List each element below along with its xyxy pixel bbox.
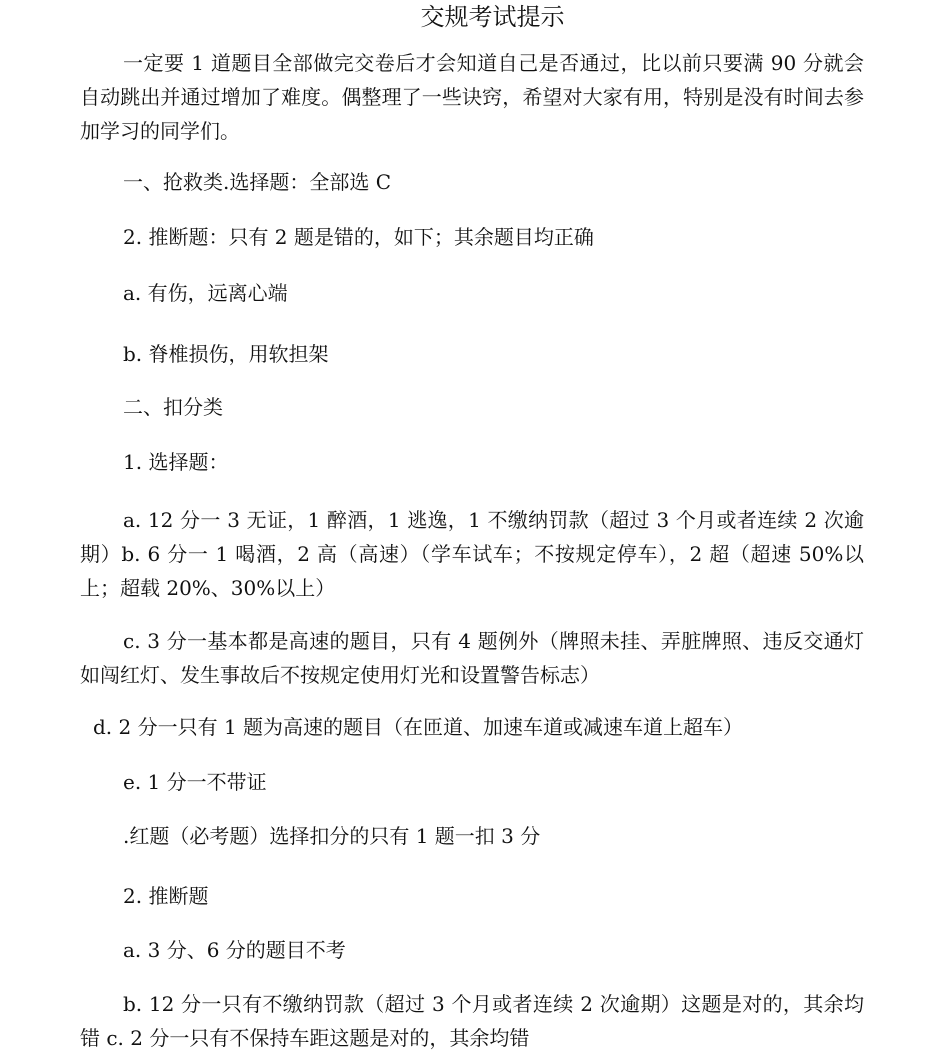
rescue-item-a: a. 有伤，远离心端 (123, 281, 288, 305)
red-question-note: .红题（必考题）选择扣分的只有 1 题一扣 3 分 (123, 824, 541, 848)
deduction-d-line: d. 2 分一只有 1 题为高速的题目（在匝道、加速车道或减速车道上超车） (93, 715, 744, 739)
section-heading-rescue: 一、抢救类.选择题：全部选 C (123, 170, 392, 194)
section-heading-deduction: 二、扣分类 (123, 395, 223, 419)
deduction-judgment-a: a. 3 分、6 分的题目不考 (123, 938, 346, 962)
deduction-a-b-paragraph: a. 12 分一 3 无证，1 醉酒，1 逃逸，1 不缴纳罚款（超过 3 个月或者连续 2 次逾期）b. 6 分一 1 喝酒，2 高（高速）（学车试车；不按规定停车），2 超（超速 50%以上；超载 20%、30%以上） (80, 508, 864, 600)
deduction-e-line: e. 1 分一不带证 (123, 770, 267, 794)
deduction-c-paragraph: c. 3 分一基本都是高速的题目，只有 4 题例外（牌照未挂、弄脏牌照、违反交通灯如闯红灯、发生事故后不按规定使用灯光和设置警告标志） (80, 629, 864, 687)
rescue-judgment-item: 2. 推断题：只有 2 题是错的，如下；其余题目均正确 (123, 225, 594, 249)
deduction-judgment-b-c-paragraph: b. 12 分一只有不缴纳罚款（超过 3 个月或者连续 2 次逾期）这题是对的，其余均错 c. 2 分一只有不保持车距这题是对的，其余均错 (80, 992, 864, 1050)
intro-paragraph: 一定要 1 道题目全部做完交卷后才会知道自己是否通过，比以前只要满 90 分就会自动跳出并通过增加了难度。偶整理了一些诀窍，希望对大家有用，特别是没有时间去参加学习的同学们。 (80, 51, 864, 143)
rescue-item-b: b. 脊椎损伤，用软担架 (123, 342, 329, 366)
document-title: 交规考试提示 (420, 3, 565, 31)
deduction-choice-item: 1. 选择题： (123, 450, 229, 474)
deduction-judgment-item: 2. 推断题 (123, 884, 209, 908)
